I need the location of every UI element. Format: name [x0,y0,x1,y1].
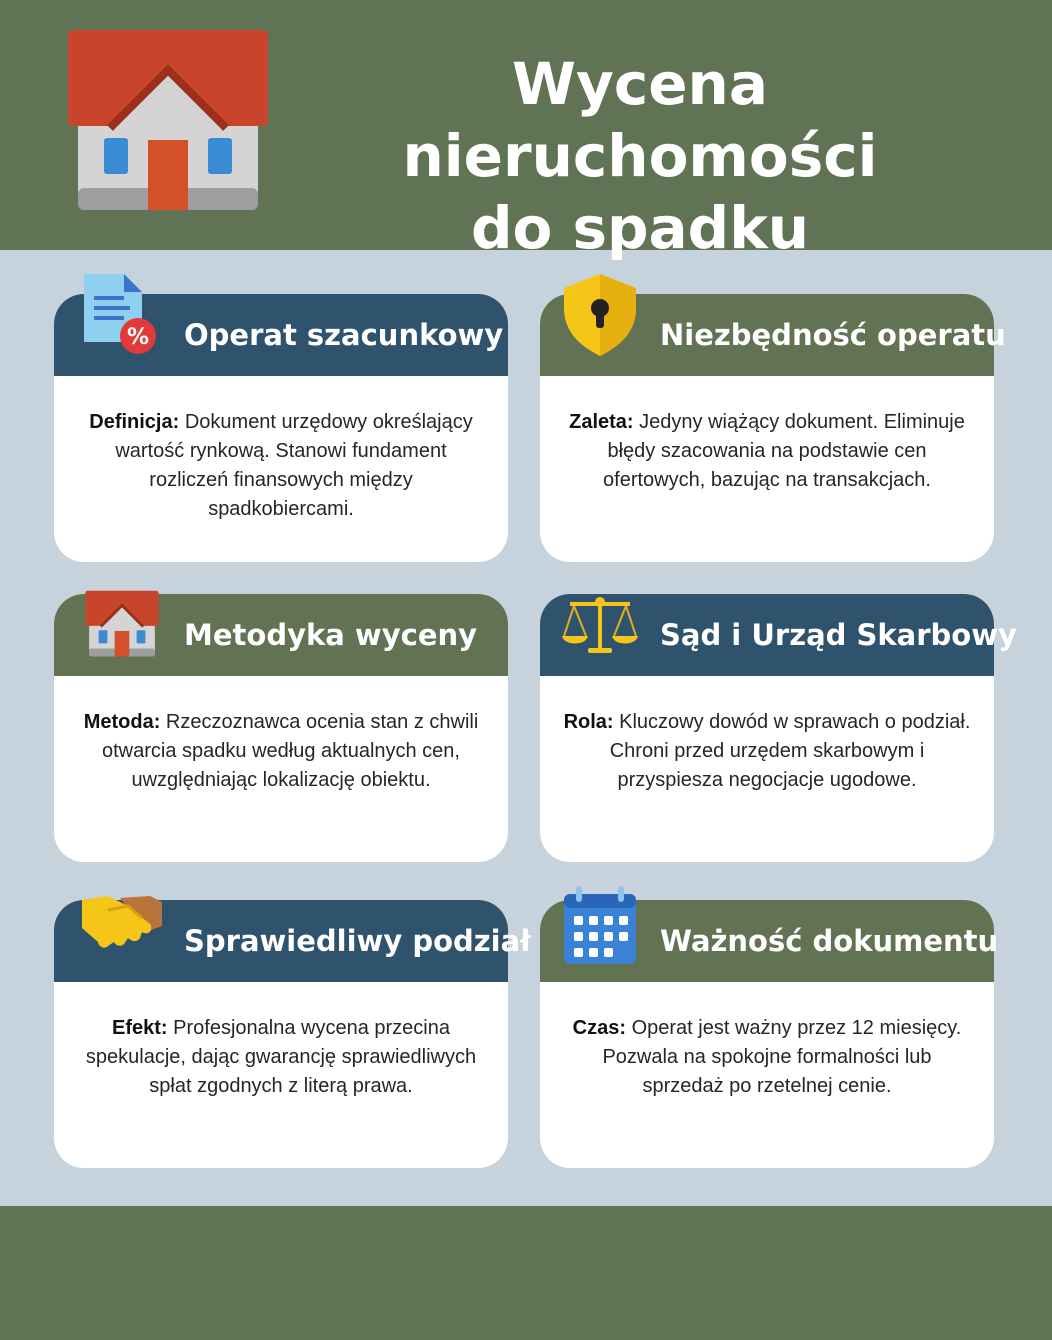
card-title: Sprawiedliwy podział [184,924,531,958]
card-title: Metodyka wyceny [184,618,478,652]
card-description: Operat jest ważny przez 12 miesięcy. Pozwala na spokojne formalności lub sprzedaż po rzetelnej cenie. [602,1017,962,1097]
card-title: Sąd i Urząd Skarbowy [660,618,1017,652]
card-niezbednosc-operatu [540,294,1006,562]
card-label: Definicja: [89,411,180,433]
card-label: Efekt: [112,1017,168,1039]
card-label: Metoda: [83,711,161,733]
card-text [562,708,972,795]
handshake-icon [80,890,164,958]
card-description: Jedyny wiążący dokument. Eliminuje błędy szacowania na podstawie cen ofertowych, bazując na transakcjach. [603,411,965,491]
card-title: Niezbędność operatu [660,318,1006,352]
card-text [76,1014,486,1101]
page-title [280,48,1000,264]
card-description: Profesjonalna wycena przecina spekulacje, dając gwarancję sprawiedliwych spłat zgodnych z literą prawa. [85,1017,477,1097]
card-title: Ważność dokumentu [660,924,999,958]
document-percent-icon [80,274,160,356]
card-label: Zaleta: [569,411,634,433]
card-description: Kluczowy dowód w sprawach o podział. Chroni przed urzędem skarbowym i przyspiesza negocjacje ugodowe. [609,711,971,791]
card-title: Operat szacunkowy [184,318,504,352]
card-text [562,408,972,495]
card-label: Rola: [563,711,614,733]
footer [0,1206,1052,1340]
card-text [76,708,486,795]
card-sprawiedliwy-podzial [54,900,531,1168]
calendar-icon [562,886,638,964]
card-metodyka-wyceny [54,594,508,862]
card-operat-szacunkowy [54,294,508,562]
house-icon [64,28,272,214]
card-text [76,408,486,524]
page-title-line1: Wycena nieruchomości [402,50,878,190]
house-icon [84,590,160,658]
card-description: Rzeczoznawca ocenia stan z chwili otwarcia spadku według aktualnych cen, uwzględniając lokalizację obiektu. [102,711,479,791]
card-label: Czas: [572,1017,627,1039]
card-description: Dokument urzędowy określający wartość rynkową. Stanowi fundament rozliczeń finansowych między spadkobiercami. [115,411,473,520]
card-sad-urzad-skarbowy [540,594,1017,862]
header [0,0,1052,262]
shield-keyhole-icon [560,274,640,356]
page-title-line2: do spadku [470,194,810,262]
card-waznosc-dokumentu [540,900,999,1168]
svg-text:%: % [126,325,150,350]
card-text [562,1014,972,1101]
scales-icon [560,596,640,656]
